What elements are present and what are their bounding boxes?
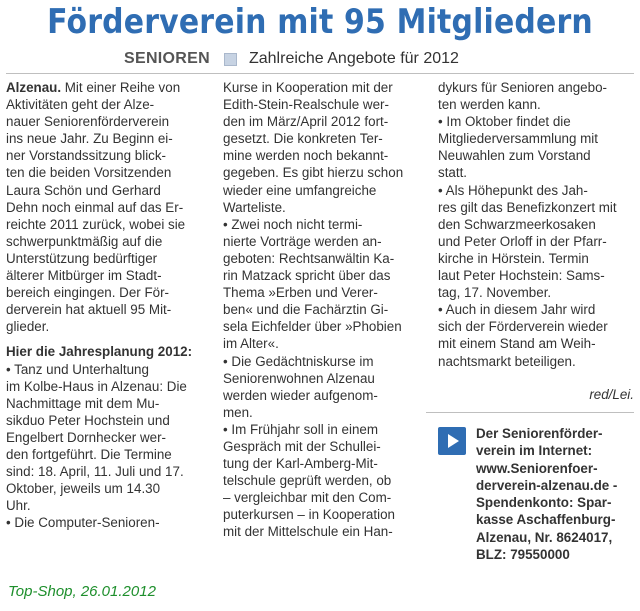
info-box-divider [426, 412, 634, 413]
text-line: derverein hat aktuell 95 Mit- [6, 302, 172, 318]
section-kicker: SENIOREN [124, 50, 210, 67]
text-line: Alzenau. Mit einer Reihe von [6, 80, 181, 95]
text-line: gegeben. Es gibt hierzu schon [223, 165, 404, 181]
text-line: ten werden kann. [438, 97, 541, 113]
article-subheadline-row [124, 47, 459, 71]
paragraph-spacer [6, 335, 211, 343]
text-line: • Als Höhepunkt des Jah- [438, 182, 588, 198]
info-box-line: BLZ: 79550000 [476, 547, 570, 563]
text-line: mit einem Stand am Weih- [438, 336, 596, 352]
text-line: ner Vorstandssitzung blick- [6, 148, 167, 164]
text-line: rin Matzack spricht über das [223, 268, 391, 284]
text-line: Mitgliederversammlung mit [438, 131, 598, 147]
play-arrow-icon [438, 427, 466, 455]
text-line: sind: 18. April, 11. Juli und 17. [6, 464, 184, 480]
text-line: schwerpunktmäßig auf die [6, 233, 163, 249]
text-line: • Auch in diesem Jahr wird [438, 302, 596, 318]
text-line: Warteliste. [223, 199, 286, 215]
headline-divider [6, 73, 634, 74]
text-line: Kurse in Kooperation mit der [223, 80, 393, 95]
text-line: Edith-Stein-Realschule wer- [223, 97, 389, 113]
text-line: laut Peter Hochstein: Sams- [438, 268, 605, 284]
info-box-line: Alzenau, Nr. 8624017, [476, 529, 613, 545]
text-line: reichte 2011 zurück, wobei sie [6, 216, 186, 232]
text-line: res gilt das Benefizkonzert mit [438, 199, 617, 215]
text-line: nierte Vorträge werden an- [223, 233, 382, 249]
text-line: Aktivitäten geht der Alze- [6, 97, 155, 113]
text-line: Unterstützung bedürftiger [6, 250, 158, 266]
info-box-line: Der Seniorenförder- [476, 426, 603, 441]
text-line: Dehn noch einmal auf das Er- [6, 199, 184, 215]
text-line: Seniorenwohnen Alzenau [223, 370, 375, 386]
text-line: dykurs für Senioren angebo- [438, 80, 607, 95]
text-line: kirche in Hörstein. Termin [438, 250, 589, 266]
text-line: im Alter«. [223, 336, 279, 352]
text-line: sikduo Peter Hochstein und [6, 412, 170, 428]
info-box [476, 425, 640, 563]
text-line: den Schwarzmeerkosaken [438, 216, 596, 232]
text-line: • Tanz und Unterhaltung [6, 361, 149, 377]
text-line: Neuwahlen zum Vorstand [438, 148, 591, 164]
text-line: Engelbert Dornhecker wer- [6, 429, 167, 445]
text-line: • Zwei noch nicht termi- [223, 216, 363, 232]
text-line: puterkursen – in Kooperation [223, 507, 395, 523]
article-subheadline: Zahlreiche Angebote für 2012 [248, 50, 459, 67]
article-headline: Förderverein mit 95 Mitgliedern [47, 2, 593, 42]
info-box-line: Spendenkonto: Spar- [476, 495, 612, 511]
text-line: telschule geprüft werden, ob [223, 473, 392, 489]
text-line: gesetzt. Die konkreten Ter- [223, 131, 383, 147]
text-line: den fortgeführt. Die Termine [6, 446, 172, 462]
text-line: Hier die Jahresplanung 2012: [6, 344, 193, 360]
text-line: geboten: Rechtsanwältin Ka- [223, 250, 395, 266]
text-line: Oktober, jeweils um 14.30 [6, 481, 161, 497]
text-line: men. [223, 404, 253, 420]
text-line: den im März/April 2012 fort- [223, 114, 389, 130]
text-line: • Im Frühjahr soll in einem [223, 421, 379, 437]
text-line: sich der Förderverein wieder [438, 319, 608, 335]
text-line: • Im Oktober findet die [438, 114, 571, 130]
info-box-line: www.Seniorenfoer- [476, 460, 598, 476]
text-line: Laura Schön und Gerhard [6, 182, 161, 198]
article-column-3 [438, 79, 634, 370]
text-line: tag, 17. November. [438, 285, 552, 301]
kicker-separator-icon [224, 53, 237, 66]
info-box-line: verein im Internet: [476, 443, 593, 459]
text-line: älterer Mitbürger im Stadt- [6, 268, 162, 284]
text-line: tung der Karl-Amberg-Mit- [223, 456, 378, 472]
info-box-line: derverein-alzenau.de - [476, 477, 618, 493]
article-signature: red/Lei. [589, 387, 634, 402]
info-box-line: kasse Aschaffenburg- [476, 512, 616, 528]
text-line: – vergleichbar mit den Com- [223, 490, 392, 506]
text-line: wieder eine umfangreiche [223, 182, 377, 198]
text-line: Nachmittage mit dem Mu- [6, 395, 160, 411]
text-line: mine werden noch bekannt- [223, 148, 389, 164]
text-line: Uhr. [6, 498, 31, 514]
text-line: ins neue Jahr. Zu Beginn ei- [6, 131, 173, 147]
article-column-1 [6, 79, 211, 531]
text-line: statt. [438, 165, 468, 181]
text-line: nachtsmarkt beteiligen. [438, 353, 576, 369]
signature-row [438, 386, 634, 403]
text-line: sela Eichfelder über »Phobien [223, 319, 402, 335]
text-line: werden wieder aufgenom- [223, 387, 378, 403]
text-line: ben« und die Fachärztin Gi- [223, 302, 389, 318]
text-line: nauer Seniorenförderverein [6, 114, 170, 130]
text-line: bereich eingingen. Der För- [6, 285, 170, 301]
text-line: und Peter Orloff in der Pfarr- [438, 233, 607, 249]
text-line: glieder. [6, 319, 50, 335]
text-line: Gespräch mit der Schullei- [223, 438, 381, 454]
text-line: Thema »Erben und Verer- [223, 285, 378, 301]
text-line: mit der Mittelschule ein Han- [223, 524, 393, 540]
article-column-2 [223, 79, 428, 541]
source-note: Top-Shop, 26.01.2012 [8, 583, 156, 600]
text-line: • Die Gedächtniskurse im [223, 353, 374, 369]
text-line: ten die beiden Vorsitzenden [6, 165, 172, 181]
text-line: • Die Computer-Senioren- [6, 515, 160, 531]
text-line: im Kolbe-Haus in Alzenau: Die [6, 378, 187, 394]
